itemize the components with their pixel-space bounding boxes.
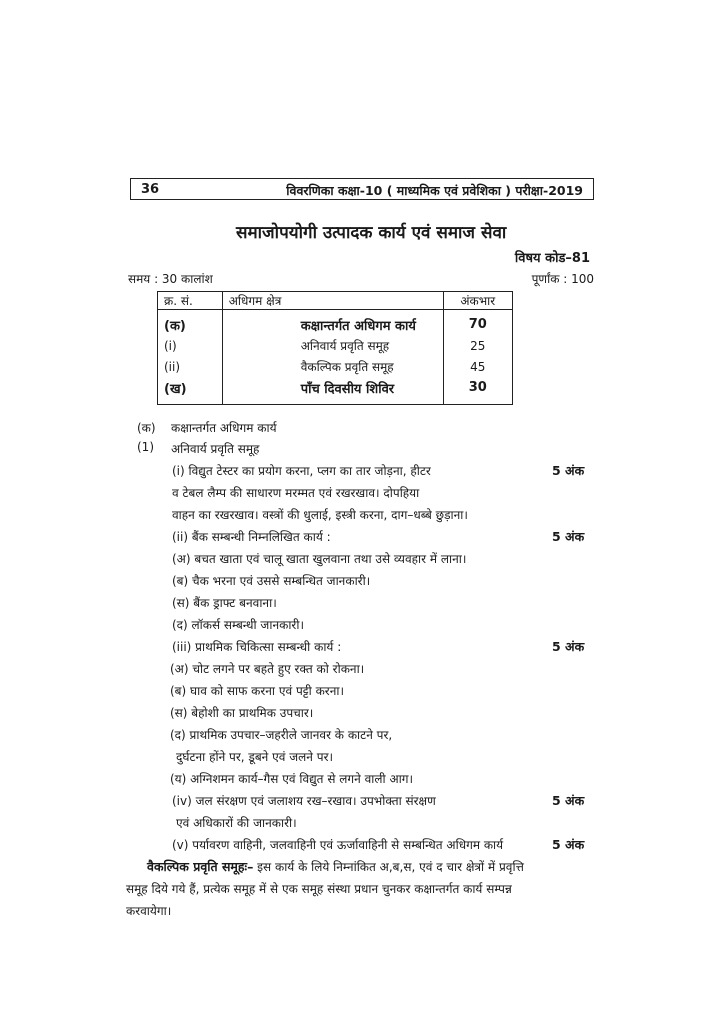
time-allotted: समय : 30 कालांश bbox=[128, 272, 213, 286]
body-line: (अ) बचत खाता एवं चालू खाता खुलवाना तथा उसे व्यवहार में लाना। bbox=[172, 552, 467, 566]
body-line: (ब) घाव को साफ करना एवं पट्टी करना। bbox=[170, 684, 345, 698]
header-area: अधिगम क्षेत्र bbox=[222, 292, 443, 310]
row-serial: (i) bbox=[158, 335, 223, 356]
body-line: (अ) चोट लगने पर बहते हुए रक्त को रोकना। bbox=[170, 662, 365, 676]
section-ka-label: (क) bbox=[137, 421, 156, 435]
marks-label: 5 अंक bbox=[552, 837, 585, 852]
marks-table bbox=[157, 291, 513, 405]
optional-text-2: समूह दिये गये हैं, प्रत्येक समूह में से एक समूह संस्था प्रधान चुनकर कक्षान्तर्गत कार्य सम्पन्न bbox=[126, 882, 512, 896]
header-weightage: अंकभार bbox=[443, 292, 513, 310]
subject-title: समाजोपयोगी उत्पादक कार्य एवं समाज सेवा bbox=[236, 223, 507, 243]
table-header-row bbox=[158, 292, 513, 310]
body-line: (द) प्राथमिक उपचार–जहरीले जानवर के काटने पर, bbox=[170, 728, 393, 742]
body-line: (द) लॉकर्स सम्बन्धी जानकारी। bbox=[172, 618, 304, 632]
row-serial: (क) bbox=[158, 310, 223, 336]
body-line: (iii) प्राथमिक चिकित्सा सम्बन्धी कार्य : bbox=[172, 640, 342, 654]
section-ka-text: कक्षान्तर्गत अधिगम कार्य bbox=[171, 421, 277, 435]
row-area: अनिवार्य प्रवृति समूह bbox=[222, 335, 443, 356]
body-line: (स) बेहोशी का प्राथमिक उपचार। bbox=[170, 706, 314, 720]
marks-label: 5 अंक bbox=[552, 529, 585, 544]
optional-text-1: इस कार्य के लिये निम्नांकित अ,ब,स, एवं द चार क्षेत्रों में प्रवृत्ति bbox=[257, 860, 524, 874]
marks-label: 5 अंक bbox=[552, 463, 585, 478]
row-serial: (ख) bbox=[158, 377, 223, 405]
body-line: (ii) बैंक सम्बन्धी निम्नलिखित कार्य : bbox=[172, 530, 331, 544]
table-row bbox=[158, 356, 513, 377]
table-row bbox=[158, 335, 513, 356]
marks-label: 5 अंक bbox=[552, 639, 585, 654]
page-number: 36 bbox=[141, 182, 160, 197]
header-serial: क्र. सं. bbox=[158, 292, 223, 310]
row-area: पाँच दिवसीय शिविर bbox=[222, 377, 443, 405]
marks-label: 5 अंक bbox=[552, 793, 585, 808]
page-header bbox=[130, 178, 594, 200]
row-serial: (ii) bbox=[158, 356, 223, 377]
optional-heading: वैकल्पिक प्रवृति समूहः– bbox=[147, 859, 254, 874]
section-one-label: (1) bbox=[137, 440, 154, 454]
max-marks: पूर्णांक : 100 bbox=[531, 272, 594, 286]
table-row bbox=[158, 310, 513, 336]
body-line: (i) विद्युत टेस्टर का प्रयोग करना, प्लग का तार जोड़ना, हीटर bbox=[172, 464, 431, 478]
body-line: दुर्घटना होंने पर, डूबने एवं जलने पर। bbox=[176, 750, 334, 764]
body-line: एवं अधिकारों की जानकारी। bbox=[176, 816, 297, 830]
section-one-text: अनिवार्य प्रवृति समूह bbox=[171, 442, 260, 456]
table-row bbox=[158, 377, 513, 405]
subject-code: विषय कोड–81 bbox=[514, 251, 590, 266]
body-line: व टेबल लैम्प की साधारण मरम्मत एवं रखरखाव। दोपहिया bbox=[172, 486, 420, 500]
body-line: (ब) चैक भरना एवं उससे सम्बन्धित जानकारी। bbox=[172, 574, 371, 588]
optional-text-3: करवायेगा। bbox=[126, 904, 172, 918]
row-marks: 70 bbox=[443, 310, 513, 336]
body-line: (स) बैंक ड्राफ्ट बनवाना। bbox=[172, 596, 277, 610]
body-line: (iv) जल संरक्षण एवं जलाशय रख–रखाव। उपभोक्ता संरक्षण bbox=[172, 794, 436, 808]
row-area: वैकल्पिक प्रवृति समूह bbox=[222, 356, 443, 377]
row-area: कक्षान्तर्गत अधिगम कार्य bbox=[222, 310, 443, 336]
row-marks: 30 bbox=[443, 377, 513, 405]
row-marks: 25 bbox=[443, 335, 513, 356]
body-line: (v) पर्यावरण वाहिनी, जलवाहिनी एवं ऊर्जावाहिनी से सम्बन्धित अधिगम कार्य bbox=[172, 838, 504, 852]
optional-paragraph-line-1 bbox=[147, 858, 524, 875]
row-marks: 45 bbox=[443, 356, 513, 377]
header-title: विवरणिका कक्षा-10 ( माध्यमिक एवं प्रवेशिका ) परीक्षा-2019 bbox=[286, 183, 583, 198]
body-line: (य) अग्निशमन कार्य–गैस एवं विद्युत से लगने वाली आग। bbox=[170, 772, 414, 786]
body-line: वाहन का रखरखाव। वस्त्रों की धुलाई, इस्त्री करना, दाग–धब्बे छुड़ाना। bbox=[172, 508, 468, 522]
